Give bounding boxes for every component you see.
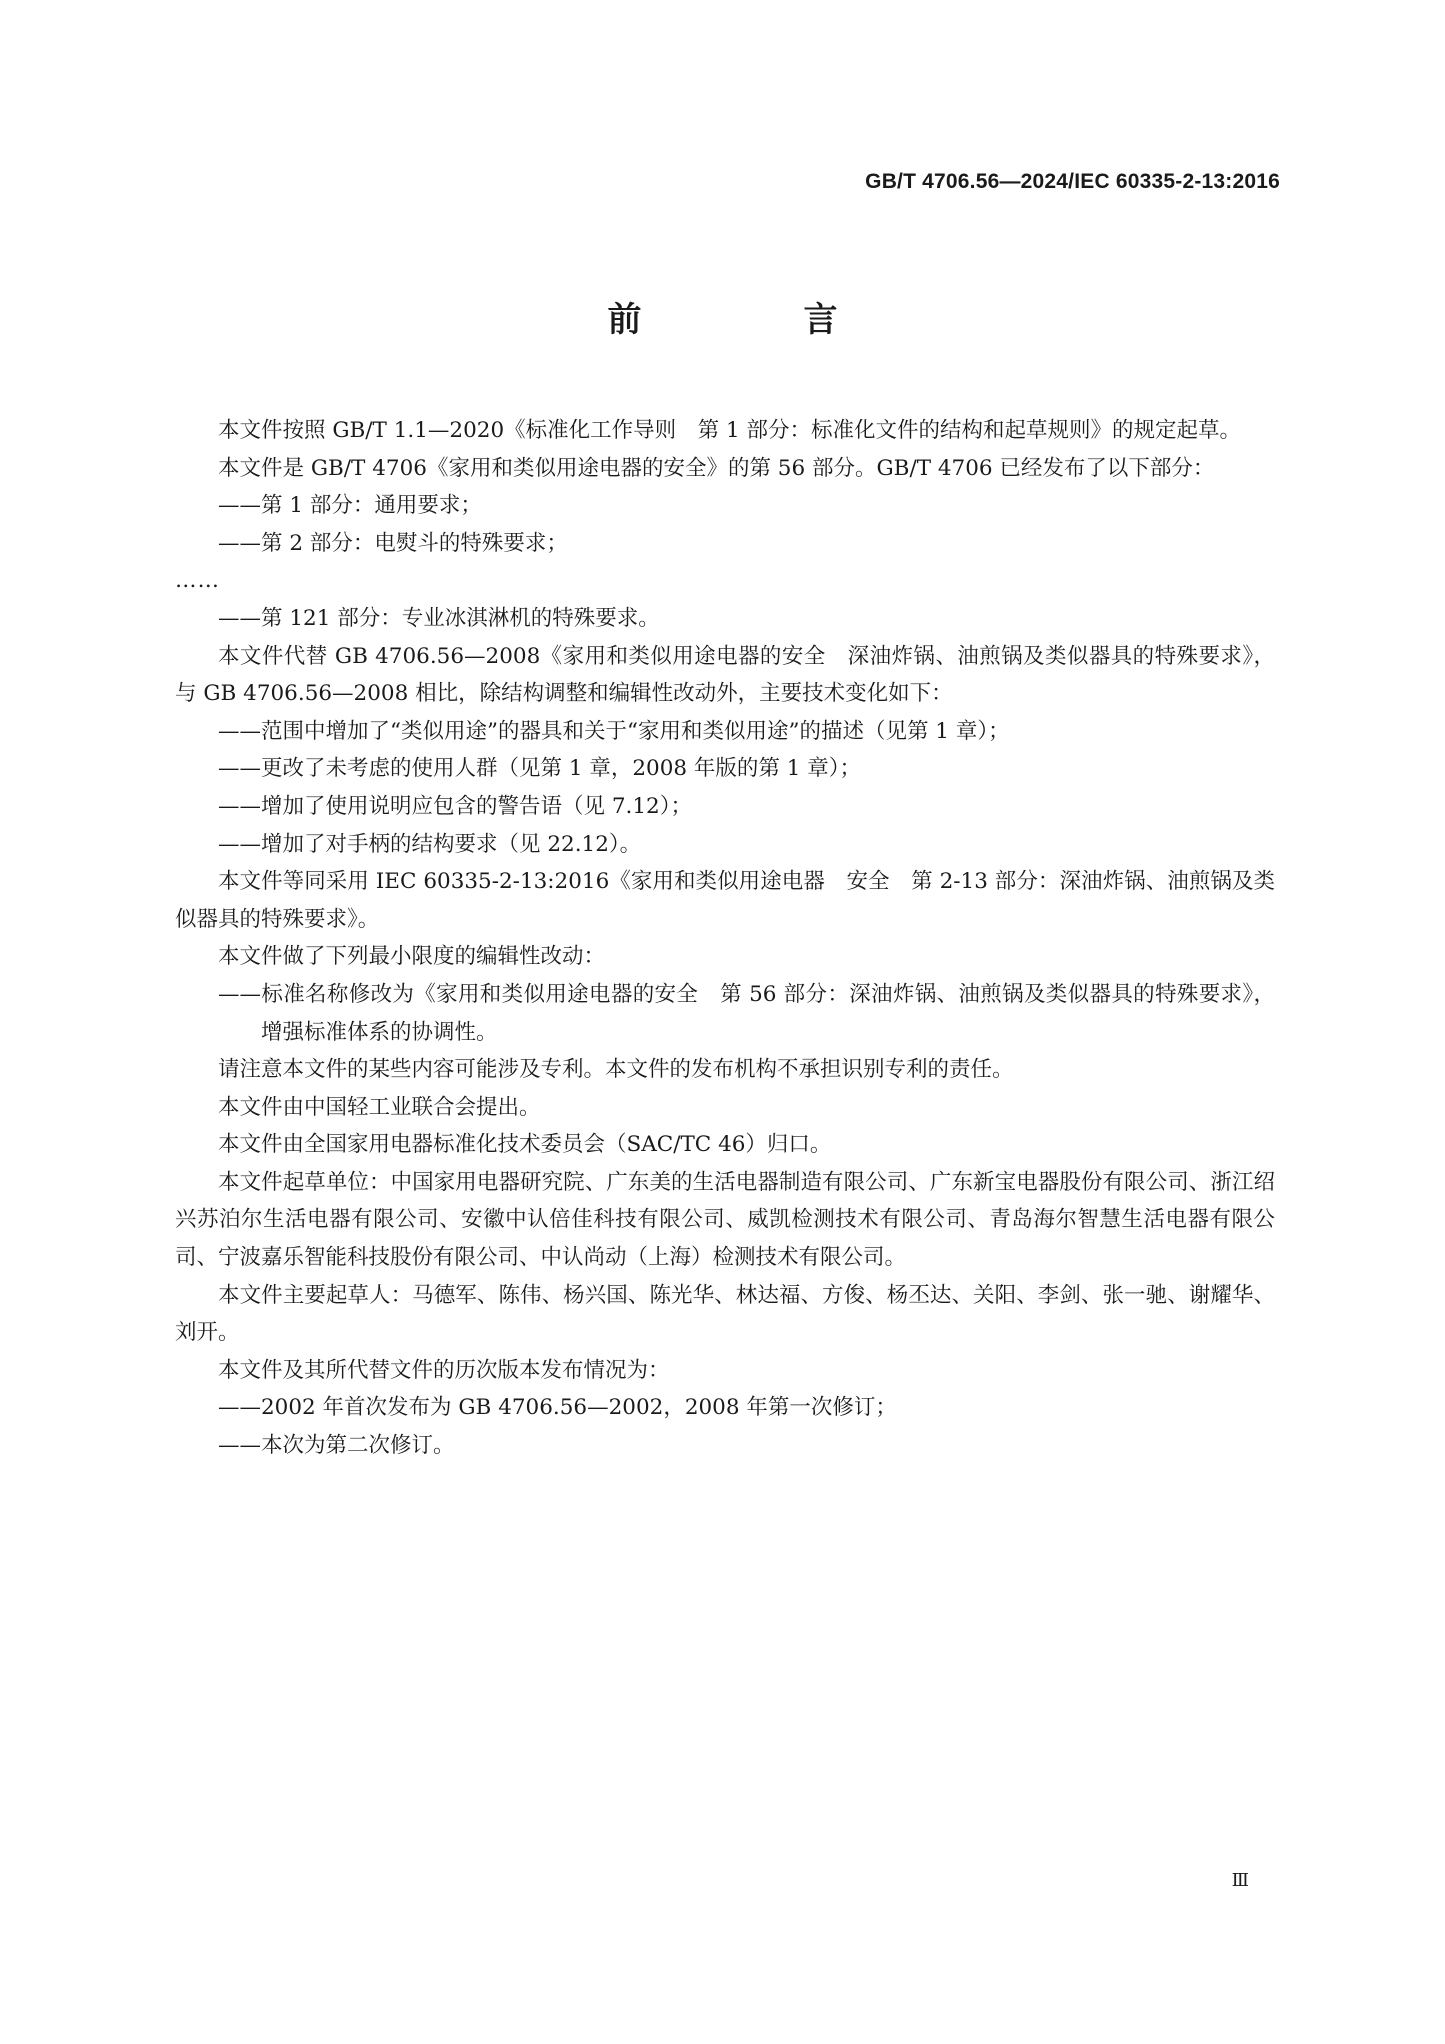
standard-code: GB/T 4706.56—2024/IEC 60335-2-13:2016	[865, 170, 1280, 193]
paragraph-editorial-changes: 本文件做了下列最小限度的编辑性改动：	[218, 944, 606, 970]
list-item: ——第 1 部分：通用要求；	[218, 493, 482, 519]
list-item: ——第 121 部分：专业冰淇淋机的特殊要求。	[218, 605, 660, 631]
paragraph-identical-adoption: 本文件等同采用 IEC 60335-2-13:2016《家用和类似用途电器 安全 第 2-13 部分：深油炸锅、油煎锅及类似器具的特殊要求》。	[175, 869, 1275, 932]
paragraph-proposed-by: 本文件由中国轻工业联合会提出。	[218, 1094, 541, 1120]
paragraph-series-part: 本文件是 GB/T 4706《家用和类似用途电器的安全》的第 56 部分。GB/T 4706 已经发布了以下部分：	[218, 455, 1215, 481]
paragraph-drafting-rules: 本文件按照 GB/T 1.1—2020《标准化工作导则 第 1 部分：标准化文件的结构和起草规则》的规定起草。	[218, 418, 1241, 443]
list-item: ——2002 年首次发布为 GB 4706.56—2002，2008 年第一次修订；	[218, 1395, 897, 1421]
page-title: 前 言	[607, 300, 902, 340]
list-item: ——第 2 部分：电熨斗的特殊要求；	[218, 530, 568, 556]
paragraph-drafting-units: 本文件起草单位：中国家用电器研究院、广东美的生活电器制造有限公司、广东新宝电器股份有限公司、浙江绍兴苏泊尔生活电器有限公司、安徽中认倍佳科技有限公司、威凯检测技术有限公司、青岛海尔智慧生活电器有限公司、宁波嘉乐智能科技股份有限公司、中认尚动（上海）检测技术有限公司。	[175, 1169, 1275, 1271]
list-item: ——增加了对手柄的结构要求（见 22.12）。	[218, 831, 642, 857]
paragraph-patent-notice: 请注意本文件的某些内容可能涉及专利。本文件的发布机构不承担识别专利的责任。	[218, 1057, 1014, 1083]
paragraph-drafters: 本文件主要起草人：马德军、陈伟、杨兴国、陈光华、林达福、方俊、杨丕达、关阳、李剑、张一驰、谢耀华、刘开。	[175, 1282, 1275, 1346]
list-item: ——范围中增加了“类似用途”的器具和关于“家用和类似用途”的描述（见第 1 章）；	[218, 718, 1010, 744]
paragraph-history: 本文件及其所代替文件的历次版本发布情况为：	[218, 1357, 670, 1383]
list-item: ——更改了未考虑的使用人群（见第 1 章，2008 年版的第 1 章）；	[218, 756, 861, 782]
page-number: Ⅲ	[1231, 1870, 1249, 1891]
paragraph-under-jurisdiction: 本文件由全国家用电器标准化技术委员会（SAC/TC 46）归口。	[218, 1132, 832, 1158]
list-item: ——增加了使用说明应包含的警告语（见 7.12）；	[218, 793, 692, 819]
paragraph-replaces: 本文件代替 GB 4706.56—2008《家用和类似用途电器的安全 深油炸锅、油煎锅及类似器具的特殊要求》，与 GB 4706.56—2008 相比，除结构调整和编辑性改动外，主要技术变化如下：	[175, 643, 1275, 707]
list-item: ——标准名称修改为《家用和类似用途电器的安全 第 56 部分：深油炸锅、油煎锅及类似器具的特殊要求》，增强标准体系的协调性。	[218, 981, 1275, 1045]
foreword-body	[175, 412, 1275, 1465]
ellipsis: ……	[175, 568, 220, 594]
list-item: ——本次为第二次修订。	[218, 1433, 455, 1459]
